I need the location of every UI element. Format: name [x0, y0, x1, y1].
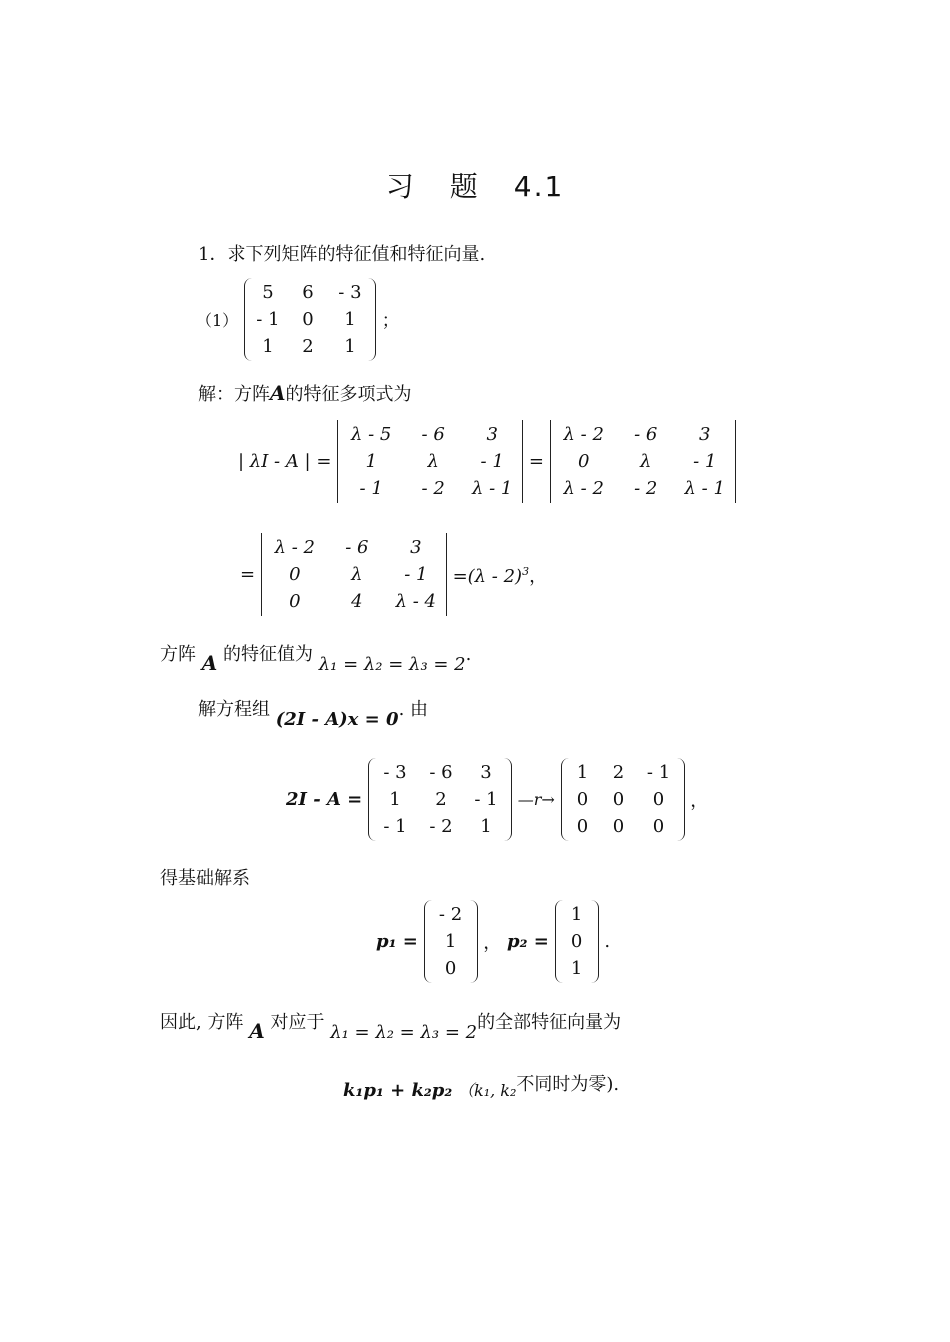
matrix-entry: λ - 5 — [350, 424, 392, 445]
reduction-matrix-1 — [368, 758, 512, 841]
final-expr: k₁p₁ + k₂p₂ — [343, 1080, 453, 1101]
determinant-line-1 — [238, 420, 736, 503]
matrix-entry: 0 — [652, 789, 665, 810]
matrix-symbol-A: A — [270, 381, 286, 405]
given-matrix — [244, 278, 376, 361]
matrix-entry: - 6 — [345, 537, 369, 558]
matrix-entry: 0 — [289, 564, 301, 585]
vectors-end: . — [604, 931, 611, 952]
matrix-entry: 3 — [410, 537, 422, 558]
matrix-symbol-A: A — [249, 1019, 265, 1043]
matrix-entry: 0 — [302, 309, 314, 330]
matrix-entry: 2 — [302, 336, 314, 357]
matrix-entry: λ - 2 — [563, 424, 604, 445]
title-char-1: 习 — [385, 170, 416, 203]
det-lhs: | λI - A | — [238, 451, 311, 472]
eigen-end: . — [465, 644, 472, 665]
equals-sign: = — [240, 564, 256, 585]
matrix-entry: λ - 2 — [274, 537, 316, 558]
matrix-entry: - 6 — [421, 424, 445, 445]
matrix-entry: - 6 — [429, 762, 453, 783]
matrix-entry: 6 — [302, 282, 314, 303]
matrix-entry: - 1 — [404, 564, 428, 585]
matrix-entry: λ - 1 — [471, 478, 513, 499]
title-char-2: 题 — [449, 170, 480, 203]
conclusion-mid: 对应于 — [270, 1012, 325, 1033]
given-matrix-entries — [252, 278, 368, 361]
vector-entry: 1 — [570, 904, 583, 925]
problem-text: 1．求下列矩阵的特征值和特征向量. — [198, 244, 486, 265]
characteristic-result — [453, 566, 548, 587]
conclusion-rest: 的全部特征向量为 — [477, 1012, 622, 1033]
final-rest: 不同时为零). — [516, 1074, 620, 1095]
matrix-entry: - 3 — [338, 282, 362, 303]
result-exponent: 3 — [522, 564, 530, 578]
matrix-symbol-A: A — [201, 651, 218, 675]
matrix-entry: 0 — [652, 816, 665, 837]
conclusion-pre: 因此, 方阵 — [160, 1012, 244, 1033]
reduction-arrow: —r→ — [517, 790, 555, 809]
eigenvalue-expr: λ₁ = λ₂ = λ₃ = 2 — [318, 654, 466, 675]
matrix-entry: λ - 2 — [563, 478, 604, 499]
conclusion-eigen-expr: λ₁ = λ₂ = λ₃ = 2 — [330, 1022, 478, 1043]
equals-sign: = — [316, 451, 332, 472]
matrix-entry: - 1 — [359, 478, 383, 499]
eigen-mid: 的特征值为 — [223, 644, 313, 665]
matrix-entry: λ — [427, 451, 439, 472]
determinant-matrix-1 — [337, 420, 523, 503]
solution-intro — [198, 380, 412, 406]
determinant-matrix-2 — [550, 420, 736, 503]
matrix-entry: 0 — [578, 451, 590, 472]
reduction-matrix-2 — [561, 758, 685, 841]
determinant-matrix-3 — [261, 533, 447, 616]
matrix-entry: - 1 — [646, 762, 671, 783]
solve-end: . 由 — [398, 699, 429, 720]
matrix-entry: - 1 — [474, 789, 498, 810]
matrix-entry: 1 — [344, 336, 356, 357]
matrix-entry: λ - 4 — [395, 591, 437, 612]
basis-text-line — [160, 864, 250, 890]
vector-p1 — [424, 900, 478, 983]
reduction-end: ， — [690, 790, 709, 812]
matrix-entry: - 1 — [480, 451, 504, 472]
matrix-entry: 5 — [262, 282, 274, 303]
matrix-entry: 1 — [480, 816, 492, 837]
result-expr: =(λ - 2) — [452, 565, 523, 587]
matrix-entry: - 1 — [383, 816, 407, 837]
vector-entry: - 2 — [438, 904, 463, 925]
title-number: 4.1 — [513, 170, 565, 203]
matrix-entry: 4 — [351, 591, 363, 612]
matrix-entry: 0 — [612, 816, 625, 837]
subproblem-label: （1） — [196, 311, 239, 330]
system-expr: (2I - A)x = 0 — [275, 709, 399, 730]
subproblem-end: ； — [381, 310, 400, 332]
row-reduction-line — [286, 758, 708, 841]
matrix-entry: - 2 — [634, 478, 658, 499]
matrix-entry: - 1 — [256, 309, 280, 330]
basis-vectors-line — [376, 900, 610, 983]
determinant-line-2 — [240, 533, 547, 616]
matrix-entry: 0 — [576, 816, 589, 837]
matrix-entry: - 2 — [429, 816, 453, 837]
solve-pre: 解方程组 — [198, 699, 270, 720]
reduction-lhs: 2I - A = — [286, 789, 363, 810]
vector-entry: 1 — [570, 958, 583, 979]
problem-statement — [198, 240, 485, 266]
eigenvalue-line — [160, 640, 472, 675]
matrix-entry: 2 — [435, 789, 447, 810]
matrix-entry: 1 — [576, 762, 589, 783]
matrix-entry: 1 — [389, 789, 401, 810]
result-end: ， — [529, 565, 548, 587]
matrix-entry: 1 — [344, 309, 356, 330]
matrix-entry: 1 — [262, 336, 274, 357]
vector-p2-label: p₂ = — [507, 931, 549, 952]
subproblem-1 — [196, 278, 400, 361]
matrix-entry: 2 — [612, 762, 625, 783]
matrix-entry: - 6 — [634, 424, 658, 445]
matrix-entry: 0 — [289, 591, 301, 612]
equals-sign: = — [528, 451, 545, 472]
matrix-entry: λ — [640, 451, 652, 472]
solution-label: 解：方阵 — [198, 384, 270, 405]
vector-entry: 0 — [570, 931, 583, 952]
matrix-entry: - 1 — [693, 451, 717, 472]
vector-p2 — [555, 900, 599, 983]
basis-text: 得基础解系 — [160, 868, 250, 889]
matrix-entry: - 2 — [421, 478, 445, 499]
matrix-entry: 0 — [576, 789, 589, 810]
vector-p1-label: p₁ = — [376, 931, 418, 952]
page-title — [0, 165, 950, 205]
final-answer-line — [343, 1070, 620, 1101]
matrix-entry: 3 — [699, 424, 711, 445]
solution-rest: 的特征多项式为 — [285, 384, 412, 405]
matrix-entry: 3 — [480, 762, 492, 783]
matrix-entry: 3 — [486, 424, 498, 445]
vector-entry: 0 — [444, 958, 457, 979]
vector-separator: ， — [483, 932, 502, 954]
final-paren: （k₁, k₂ — [458, 1081, 517, 1100]
matrix-entry: - 3 — [383, 762, 407, 783]
eigen-pre: 方阵 — [160, 644, 196, 665]
matrix-entry: λ - 1 — [684, 478, 725, 499]
matrix-entry: λ — [351, 564, 363, 585]
matrix-entry: 1 — [365, 451, 377, 472]
matrix-entry: 0 — [612, 789, 625, 810]
solve-system-line — [198, 695, 429, 730]
conclusion-line — [160, 1008, 622, 1043]
vector-entry: 1 — [444, 931, 457, 952]
